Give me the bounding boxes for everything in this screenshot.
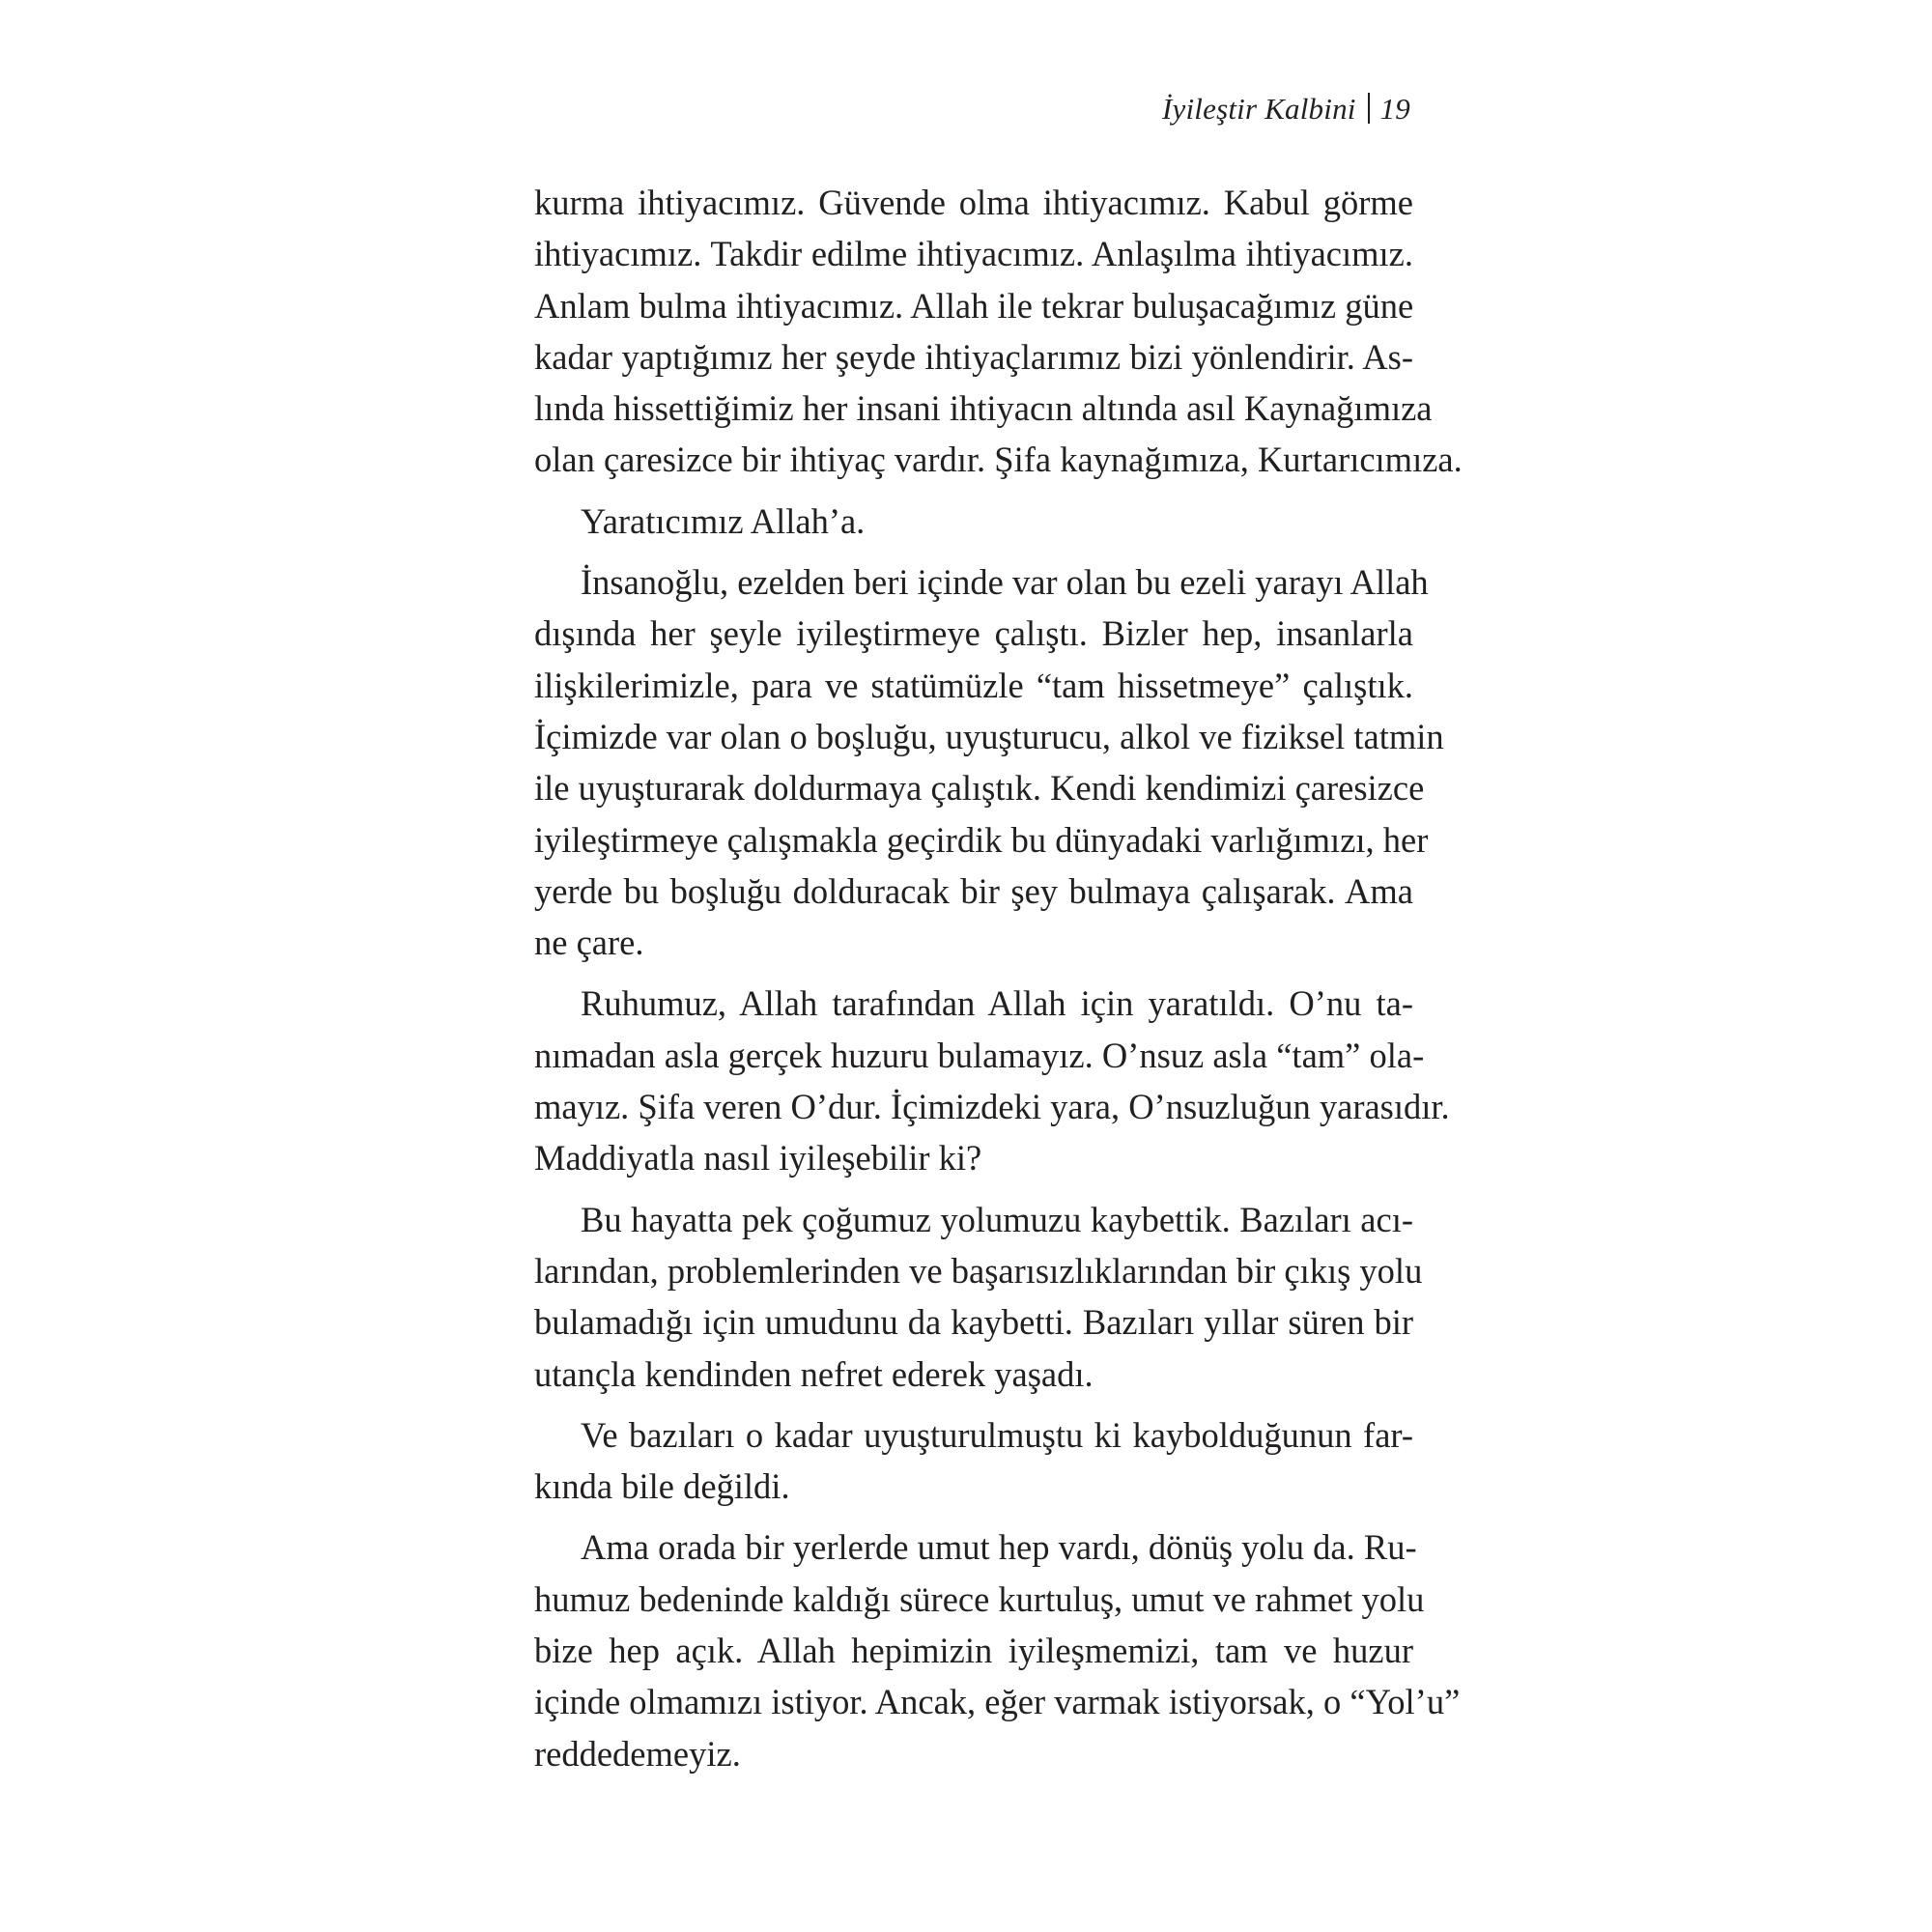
text-line: iyileştirmeye çalışmakla geçirdik bu dünyadaki varlığımızı, her — [534, 819, 1429, 860]
running-header — [1162, 90, 1410, 128]
text-line: Anlam bulma ihtiyacımız. Allah ile tekrar buluşacağımız güne — [534, 285, 1414, 326]
text-line: içinde olmamızı istiyor. Ancak, eğer varmak istiyorsak, o “Yol’u” — [534, 1682, 1461, 1722]
text-line: İçimizde var olan o boşluğu, uyuşturucu, alkol ve fiziksel tatmin — [534, 716, 1444, 756]
text-line: Maddiyatla nasıl iyileşebilir ki? — [534, 1138, 982, 1179]
text-line: larından, problemlerinden ve başarısızlıklarından bir çıkış yolu — [534, 1250, 1423, 1291]
text-line: İnsanoğlu, ezelden beri içinde var olan bu ezeli yarayı Allah — [581, 562, 1429, 603]
text-line: utançla kendinden nefret ederek yaşadı. — [534, 1353, 1094, 1394]
text-line: ihtiyacımız. Takdir edilme ihtiyacımız. Anlaşılma ihtiyacımız. — [534, 234, 1413, 274]
text-line: lında hissettiğimiz her insani ihtiyacın altında asıl Kaynağımıza — [534, 388, 1433, 429]
text-line: Ve bazıları o kadar uyuşturulmuştu ki kaybolduğunun far- — [581, 1414, 1413, 1455]
text-line: kında bile değildi. — [534, 1466, 790, 1507]
text-line: ilişkilerimizle, para ve statümüzle “tam hissetmeye” çalıştık. — [534, 665, 1413, 705]
text-line: nımadan asla gerçek huzuru bulamayız. O’nsuz asla “tam” ola- — [534, 1035, 1425, 1075]
text-line: mayız. Şifa veren O’dur. İçimizdeki yara, O’nsuzluğun yarasıdır. — [534, 1087, 1450, 1127]
text-line: Yaratıcımız Allah’a. — [581, 500, 866, 541]
text-line: olan çaresizce bir ihtiyaç vardır. Şifa kaynağımıza, Kurtarıcımıza. — [534, 440, 1463, 480]
text-line: Ruhumuz, Allah tarafından Allah için yaratıldı. O’nu ta- — [581, 983, 1413, 1024]
page-number: 19 — [1379, 92, 1410, 126]
body-text — [534, 177, 1463, 1789]
header-separator — [1368, 93, 1370, 124]
text-line: Bu hayatta pek çoğumuz yolumuzu kaybettik. Bazıları acı- — [581, 1199, 1413, 1239]
text-line: bize hep açık. Allah hepimizin iyileşmemizi, tam ve huzur — [534, 1631, 1413, 1671]
paragraph-3 — [534, 556, 1444, 968]
text-line: ile uyuşturarak doldurmaya çalıştık. Kendi kendimizi çaresizce — [534, 768, 1425, 809]
paragraph-4 — [534, 978, 1450, 1183]
book-title: İyileştir Kalbini — [1162, 92, 1356, 126]
text-line: ne çare. — [534, 923, 644, 963]
paragraph-6 — [534, 1409, 1413, 1513]
paragraph-7 — [534, 1521, 1461, 1778]
text-line: dışında her şeyle iyileştirmeye çalıştı. Bizler hep, insanlarla — [534, 613, 1413, 654]
text-line: humuz bedeninde kaldığı sürece kurtuluş, umut ve rahmet yolu — [534, 1578, 1425, 1619]
text-line: yerde bu boşluğu dolduracak bir şey bulmaya çalışarak. Ama — [534, 870, 1413, 911]
paragraph-5 — [534, 1194, 1423, 1400]
text-line: reddedemeyiz. — [534, 1733, 741, 1774]
text-line: Ama orada bir yerlerde umut hep vardı, dönüş yolu da. Ru- — [581, 1527, 1417, 1568]
text-line: bulamadığı için umudunu da kaybetti. Bazıları yıllar süren bir — [534, 1302, 1413, 1343]
text-line: kurma ihtiyacımız. Güvende olma ihtiyacımız. Kabul görme — [534, 183, 1413, 222]
paragraph-1 — [534, 177, 1463, 486]
text-line: kadar yaptığımız her şeyde ihtiyaçlarımız bizi yönlendirir. As- — [534, 336, 1413, 377]
paragraph-2 — [534, 496, 1413, 547]
